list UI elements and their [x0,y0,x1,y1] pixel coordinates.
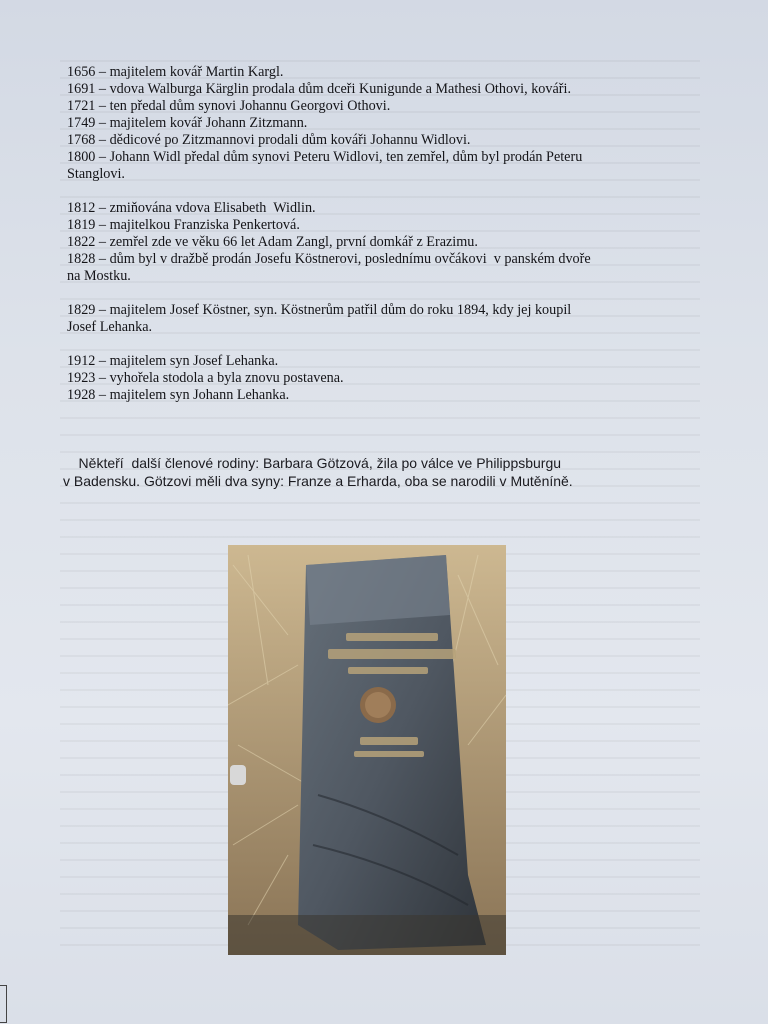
chronicle-line: 1822 – zemřel zde ve věku 66 let Adam Zangl, první domkář z Erazimu. [67,234,478,250]
chronicle-line: Stanglovi. [67,166,125,182]
chronicle-line: 1656 – majitelem kovář Martin Kargl. [67,64,284,80]
chronicle-line: 1912 – majitelem syn Josef Lehanka. [67,353,279,369]
chronicle-line: na Mostku. [67,268,131,284]
chronicle-line: 1768 – dědicové po Zitzmannovi prodali dům kováři Johannu Widlovi. [67,132,471,148]
family-note-line: Někteří další členové rodiny: Barbara Götzová, žila po válce ve Philippsburgu [63,455,562,471]
chronicle-line: 1800 – Johann Widl předal dům synovi Peteru Widlovi, ten zemřel, dům byl prodán Peteru [67,149,583,165]
chronicle-line: Josef Lehanka. [67,319,153,335]
house-chronicle [67,64,707,404]
paragraph-gap [67,336,707,353]
chronicle-line: 1928 – majitelem syn Johann Lehanka. [67,387,290,403]
gravestone-photo-illustration [228,545,506,955]
chronicle-line: 1812 – zmiňována vdova Elisabeth Widlin. [67,200,316,216]
family-note-line: v Badensku. Götzovi měli dva syny: Franze a Erharda, oba se narodili v Mutěníně. [63,473,573,489]
family-note [63,454,623,490]
scan-edge-mark [0,985,7,1023]
chronicle-line: 1923 – vyhořela stodola a byla znovu postavena. [67,370,344,386]
chronicle-line: 1819 – majitelkou Franziska Penkertová. [67,217,300,233]
chronicle-line: 1691 – vdova Walburga Kärglin prodala dům dceři Kunigunde a Mathesi Othovi, kováři. [67,81,571,97]
chronicle-line: 1829 – majitelem Josef Köstner, syn. Köstnerům patřil dům do roku 1894, kdy jej koupil [67,302,572,318]
paragraph-gap [67,285,707,302]
chronicle-line: 1828 – dům byl v dražbě prodán Josefu Köstnerovi, poslednímu ovčákovi v panském dvoře [67,251,591,267]
paragraph-gap [67,183,707,200]
chronicle-line: 1749 – majitelem kovář Johann Zitzmann. [67,115,308,131]
chronicle-line: 1721 – ten předal dům synovi Johannu Georgovi Othovi. [67,98,391,114]
gravestone-photo [228,545,506,955]
